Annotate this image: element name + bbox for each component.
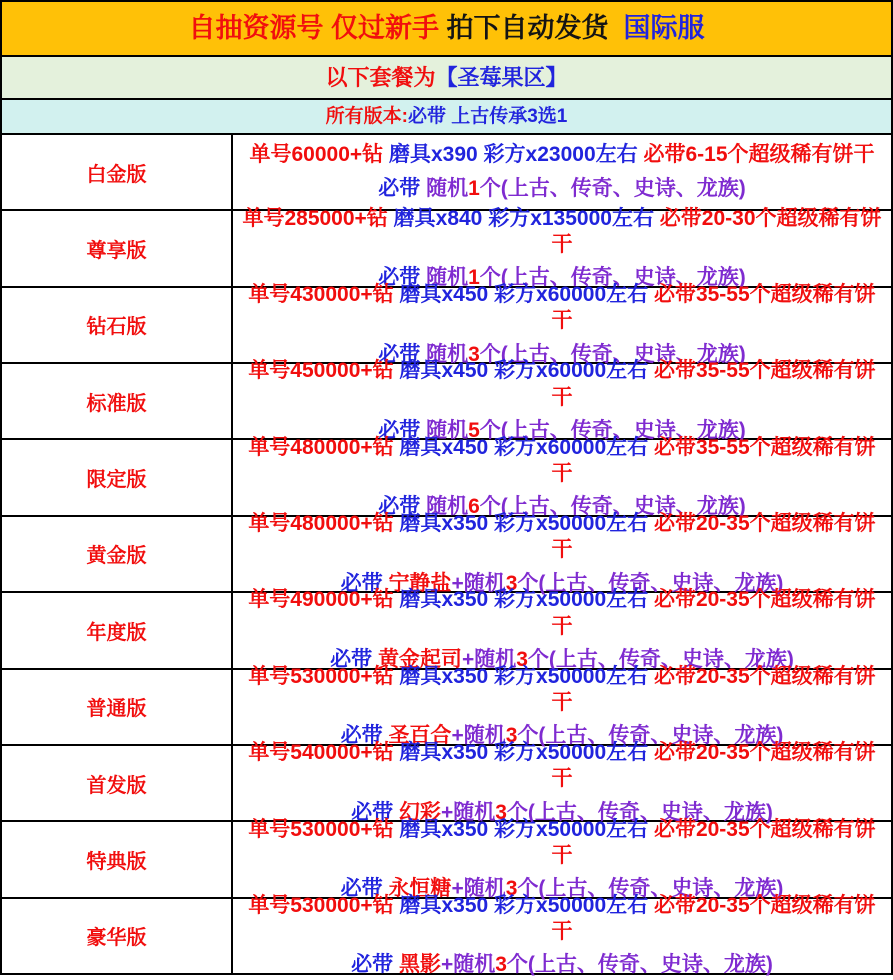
- package-name: 尊享版: [86, 240, 147, 263]
- text-segment: +随机: [440, 953, 496, 977]
- package-detail-cell: [233, 588, 891, 671]
- text-segment: +随机: [461, 647, 517, 671]
- text-segment: 随机: [426, 342, 469, 366]
- text-segment: 单号480000+钻: [248, 512, 394, 536]
- text-segment: 单号490000+钻: [248, 588, 394, 612]
- package-name-cell: [2, 288, 233, 362]
- text-segment: 3: [495, 953, 507, 977]
- text-segment: 单号540000+钻: [248, 741, 394, 765]
- text-segment: 必带20-35个超级稀有饼干: [551, 512, 876, 562]
- text-segment: 幻彩: [398, 800, 441, 824]
- package-row: [2, 817, 891, 901]
- package-row: [2, 359, 891, 442]
- package-detail-cell: [233, 359, 891, 442]
- package-detail-cell: [233, 435, 891, 519]
- text-segment: 个(上古、传奇、史诗、龙族): [479, 418, 746, 442]
- package-name: 豪华版: [86, 927, 147, 950]
- package-detail-line1: [239, 435, 885, 488]
- text-segment: 必带20-35个超级稀有饼干: [551, 664, 876, 715]
- package-row: [2, 135, 891, 211]
- text-segment: 磨具x350 彩方x50000左右: [393, 664, 654, 688]
- package-detail-cell: [233, 893, 891, 977]
- package-name: 黄金版: [86, 545, 147, 568]
- package-detail-cell: [233, 283, 891, 366]
- version-note-bar: [2, 100, 891, 135]
- text-segment: 个(上古、传奇、史诗、龙族): [479, 176, 746, 200]
- zone-header-title: [325, 64, 567, 92]
- text-segment: 磨具x450 彩方x60000左右: [393, 283, 654, 307]
- text-segment: 必带20-35个超级稀有饼干: [551, 893, 876, 944]
- text-segment: 随机: [426, 176, 469, 200]
- package-name-cell: [2, 822, 233, 896]
- text-segment: 单号530000+钻: [248, 893, 394, 917]
- package-name-cell: [2, 593, 233, 667]
- text-segment: 个(上古、传奇、史诗、龙族): [479, 266, 746, 290]
- text-segment: 6: [468, 495, 480, 519]
- text-segment: +随机: [451, 571, 506, 595]
- package-detail-line1: [239, 282, 885, 335]
- text-segment: 磨具x350 彩方x50000左右: [393, 741, 654, 765]
- package-detail-line1: [239, 664, 885, 717]
- package-detail-cell: [233, 664, 891, 748]
- banner-title: [188, 12, 704, 46]
- package-row: [2, 283, 891, 366]
- text-segment: 3: [516, 647, 528, 671]
- package-name-cell: [2, 135, 233, 209]
- text-segment: 自抽资源号 仅过新手: [188, 12, 439, 43]
- package-row: [2, 893, 891, 977]
- package-row: [2, 664, 891, 748]
- banner: [2, 2, 891, 57]
- text-segment: 3: [495, 800, 507, 824]
- package-row: [2, 588, 891, 671]
- package-detail-line1: [239, 817, 885, 870]
- text-segment: 必带35-55个超级稀有饼干: [551, 435, 876, 485]
- text-segment: 磨具x350 彩方x50000左右: [393, 588, 654, 612]
- package-name: 钻石版: [86, 316, 147, 339]
- text-segment: 个(上古、传奇、史诗、龙族): [517, 877, 784, 901]
- text-segment: 必带20-35个超级稀有饼干: [551, 588, 876, 638]
- text-segment: 个(上古、传奇、史诗、龙族): [479, 342, 746, 366]
- text-segment: 3: [505, 571, 518, 595]
- package-name: 首发版: [86, 774, 147, 797]
- text-segment: 必带: [340, 724, 389, 748]
- text-segment: 磨具x450 彩方x60000左右: [393, 435, 654, 459]
- package-name: 标准版: [86, 392, 147, 415]
- text-segment: 黑影: [398, 953, 441, 977]
- text-segment: 必带: [378, 176, 427, 200]
- text-segment: 必带: [340, 877, 389, 901]
- text-segment: 永恒糖: [388, 877, 452, 901]
- version-note-text: [326, 105, 568, 129]
- text-segment: 个(上古、传奇、史诗、龙族): [517, 571, 784, 595]
- package-detail-line2: [351, 952, 773, 978]
- text-segment: 磨具x840 彩方x135000左右: [387, 206, 660, 230]
- text-segment: 国际服: [616, 12, 705, 43]
- text-segment: +随机: [451, 877, 506, 901]
- text-segment: 磨具x350 彩方x50000左右: [393, 512, 654, 536]
- text-segment: 磨具x350 彩方x50000左右: [393, 893, 654, 917]
- package-name: 限定版: [86, 469, 147, 492]
- text-segment: 5: [468, 418, 480, 442]
- package-detail-line2: [378, 176, 746, 202]
- package-name-cell: [2, 440, 233, 514]
- text-segment: 1: [468, 176, 480, 200]
- text-segment: 必带 上古传承3选1: [407, 105, 568, 127]
- package-name: 白金版: [86, 163, 147, 186]
- text-segment: 单号60000+钻: [249, 143, 384, 167]
- text-segment: 必带6-15个超级稀有饼干: [643, 143, 875, 167]
- text-segment: 随机: [426, 418, 469, 442]
- text-segment: 随机: [426, 266, 469, 290]
- package-detail-line1: [239, 206, 885, 259]
- package-name: 年度版: [86, 621, 147, 644]
- text-segment: 3: [505, 724, 518, 748]
- package-name-cell: [2, 517, 233, 591]
- package-detail-cell: [233, 206, 891, 290]
- text-segment: 必带: [378, 495, 427, 519]
- text-segment: 1: [468, 266, 480, 290]
- package-detail-line1: [239, 587, 885, 640]
- text-segment: 单号450000+钻: [248, 359, 394, 383]
- text-segment: 3: [468, 342, 480, 366]
- text-segment: 单号285000+钻: [242, 206, 388, 230]
- text-segment: 必带: [330, 647, 378, 671]
- text-segment: 3: [505, 877, 518, 901]
- package-row: [2, 435, 891, 519]
- package-name-cell: [2, 746, 233, 820]
- text-segment: 个(上古、传奇、史诗、龙族): [517, 724, 784, 748]
- package-row: [2, 512, 891, 595]
- text-segment: 所有版本:: [325, 105, 408, 127]
- text-segment: 单号530000+钻: [248, 817, 394, 841]
- package-detail-cell: [233, 817, 891, 901]
- text-segment: 必带: [351, 800, 399, 824]
- package-detail-line1: [239, 511, 885, 564]
- package-name-cell: [2, 364, 233, 438]
- text-segment: 必带: [378, 418, 427, 442]
- package-detail-cell: [233, 512, 891, 595]
- package-name: 特典版: [86, 850, 147, 873]
- package-detail-line1: [250, 142, 875, 168]
- package-name: 普通版: [86, 698, 147, 721]
- text-segment: 个(上古、传奇、史诗、龙族): [527, 647, 794, 671]
- text-segment: 必带35-55个超级稀有饼干: [551, 359, 876, 409]
- text-segment: 宁静盐: [388, 571, 452, 595]
- text-segment: 磨具x390 彩方x23000左右: [383, 143, 644, 167]
- text-segment: 个(上古、传奇、史诗、龙族): [479, 495, 746, 519]
- package-row: [2, 741, 891, 824]
- text-segment: 必带: [351, 953, 399, 977]
- text-segment: 必带: [378, 342, 427, 366]
- text-segment: 单号480000+钻: [248, 435, 394, 459]
- text-segment: 单号430000+钻: [248, 283, 394, 307]
- package-detail-line1: [239, 358, 885, 411]
- package-name-cell: [2, 899, 233, 973]
- text-segment: 以下套餐为: [325, 64, 436, 90]
- package-name-cell: [2, 211, 233, 285]
- package-name-cell: [2, 670, 233, 744]
- text-segment: 必带35-55个超级稀有饼干: [551, 283, 876, 333]
- package-detail-cell: [233, 135, 891, 209]
- package-detail-cell: [233, 741, 891, 824]
- text-segment: +随机: [451, 724, 506, 748]
- package-table-body: [2, 135, 891, 977]
- package-row: [2, 206, 891, 290]
- text-segment: 单号530000+钻: [248, 664, 394, 688]
- text-segment: 拍下自动发货: [438, 12, 616, 43]
- text-segment: 必带: [340, 571, 389, 595]
- text-segment: 个(上古、传奇、史诗、龙族): [506, 800, 773, 824]
- text-segment: 黄金起司: [377, 647, 462, 671]
- text-segment: 必带20-35个超级稀有饼干: [551, 817, 876, 867]
- zone-header: [2, 57, 891, 100]
- text-segment: 随机: [426, 495, 469, 519]
- text-segment: 磨具x350 彩方x50000左右: [393, 817, 654, 841]
- text-segment: 【圣莓果区】: [435, 64, 568, 90]
- text-segment: 必带20-35个超级稀有饼干: [551, 741, 876, 791]
- text-segment: +随机: [440, 800, 496, 824]
- package-detail-line1: [239, 740, 885, 793]
- package-detail-line1: [239, 893, 885, 946]
- text-segment: 必带: [378, 266, 427, 290]
- text-segment: 磨具x450 彩方x60000左右: [393, 359, 654, 383]
- text-segment: 个(上古、传奇、史诗、龙族): [506, 953, 773, 977]
- text-segment: 圣百合: [388, 724, 452, 748]
- text-segment: 必带20-30个超级稀有饼干: [551, 206, 882, 256]
